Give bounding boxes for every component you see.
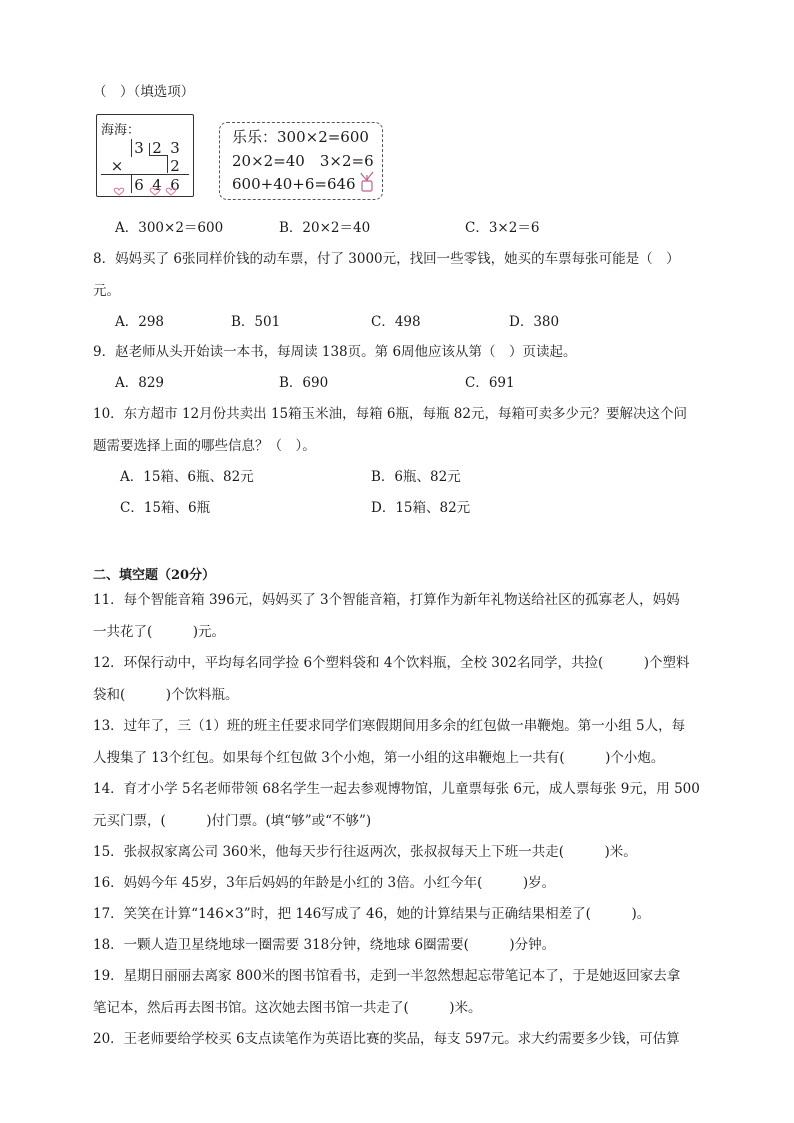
q9-line-1: 9．赵老师从头开始读一本书，每周读 138页。第 6周他应该从第（ ）页读起。 xyxy=(93,344,577,360)
q8-option-b: B．501 xyxy=(231,314,281,330)
haihai-result-digit: 6 xyxy=(170,176,180,194)
q19-line-1: 19．星期日丽丽去离家 800米的图书馆看书，走到一半忽然想起忘带笔记本了，于是她返回家去拿 xyxy=(93,968,681,984)
q8-option-a: A．298 xyxy=(115,314,165,330)
q14-line-1: 14．育才小学 5名老师带领 68名学生一起去参观博物馆，儿童票每张 6元，成人票每张 9元，用 500 xyxy=(93,781,700,797)
haihai-calculation-figure xyxy=(96,114,194,197)
q10-option-d: D．15箱、82元 xyxy=(371,500,471,516)
haihai-result-digit: 6 xyxy=(134,176,144,194)
q9-option-c: C．691 xyxy=(465,375,515,391)
q7-option-a: A．300×2＝600 xyxy=(115,220,224,236)
lele-calculation-figure xyxy=(219,122,383,200)
q10-option-c: C．15箱、6瓶 xyxy=(120,500,211,516)
q8-option-c: C．498 xyxy=(371,314,421,330)
times-sign: × xyxy=(110,157,124,175)
heart-decoration-icon xyxy=(109,187,189,197)
digit-bracket xyxy=(131,139,132,157)
digit-bracket xyxy=(149,155,167,156)
q9-option-a: A．829 xyxy=(115,375,165,391)
q11-line-2: 一共花了( )元。 xyxy=(93,624,226,640)
section-title-fill-in: 二、填空题（20分） xyxy=(93,568,216,583)
q15-line-1: 15．张叔叔家离公司 360米，他每天步行往返两次，张叔叔每天上下班一共走( )米。 xyxy=(93,844,637,860)
lele-line-1: 乐乐：300×2=600 xyxy=(232,128,369,146)
haihai-digit: 2 xyxy=(152,139,162,157)
q12-line-2: 袋和( )个饮料瓶。 xyxy=(93,687,239,703)
haihai-digit: 3 xyxy=(170,139,180,157)
digit-bracket xyxy=(149,143,150,155)
q10-line-2: 题需要选择上面的哪些信息？（ ）。 xyxy=(93,438,316,454)
q7-option-b: B．20×2＝40 xyxy=(279,220,371,236)
calculation-rule xyxy=(101,174,189,175)
q10-option-b: B．6瓶、82元 xyxy=(371,469,461,485)
q11-line-1: 11．每个智能音箱 396元，妈妈买了 3个智能音箱，打算作为新年礼物送给社区的孤寡老人，妈妈 xyxy=(93,592,680,608)
haihai-result-digit: 4 xyxy=(152,176,162,194)
q9-option-b: B．690 xyxy=(279,375,329,391)
digit-bracket xyxy=(167,155,168,173)
haihai-digit: 3 xyxy=(134,139,144,157)
q13-line-1: 13．过年了，三（1）班的班主任要求同学们寒假期间用多余的红包做一串鞭炮。第一小组 5人，每 xyxy=(93,718,686,734)
q8-option-d: D．380 xyxy=(509,314,560,330)
q20-line-1: 20．王老师要给学校买 6支点读笔作为英语比赛的奖品，每支 597元。求大约需要多少钱，可估算 xyxy=(93,1031,680,1047)
q16-line-1: 16．妈妈今年 45岁，3年后妈妈的年龄是小红的 3倍。小红今年( )岁。 xyxy=(93,875,556,891)
q8-line-2: 元。 xyxy=(93,283,120,299)
lele-line-2: 20×2=40 3×2=6 xyxy=(232,152,374,170)
q19-line-2: 笔记本，然后再去图书馆。这次她去图书馆一共走了( )米。 xyxy=(93,1000,482,1016)
lele-line-3: 600+40+6=646 xyxy=(232,175,356,193)
q12-line-1: 12．环保行动中，平均每名同学捡 6个塑料袋和 4个饮料瓶，全校 302名同学，共捡( )个塑料 xyxy=(93,655,690,671)
haihai-name: 海海： xyxy=(101,123,141,138)
q13-line-2: 人搜集了 13个红包。如果每个红包做 3个小炮，第一小组的这串鞭炮上一共有( )个小炮。 xyxy=(93,750,665,766)
q7-stem: （ ）（填选项） xyxy=(93,84,195,100)
q17-line-1: 17．笑笑在计算“146×3”时，把 146写成了 46，她的计算结果与正确结果相差了( )。 xyxy=(93,906,651,922)
potted-plant-icon xyxy=(358,167,376,193)
q14-line-2: 元买门票，( )付门票。(填“够”或“不够”) xyxy=(93,813,372,829)
haihai-multiplier: 2 xyxy=(170,157,180,175)
q10-line-1: 10．东方超市 12月份共卖出 15箱玉米油，每箱 6瓶，每瓶 82元，每箱可卖多少元？要解决这个问 xyxy=(93,406,687,422)
q10-option-a: A．15箱、6瓶、82元 xyxy=(120,469,254,485)
q7-option-c: C．3×2＝6 xyxy=(465,220,540,236)
q18-line-1: 18．一颗人造卫星绕地球一圈需要 318分钟，绕地球 6圈需要( )分钟。 xyxy=(93,937,556,953)
q8-line-1: 8．妈妈买了 6张同样价钱的动车票，付了 3000元，找回一些零钱，她买的车票每张可能是（ ） xyxy=(93,251,680,267)
